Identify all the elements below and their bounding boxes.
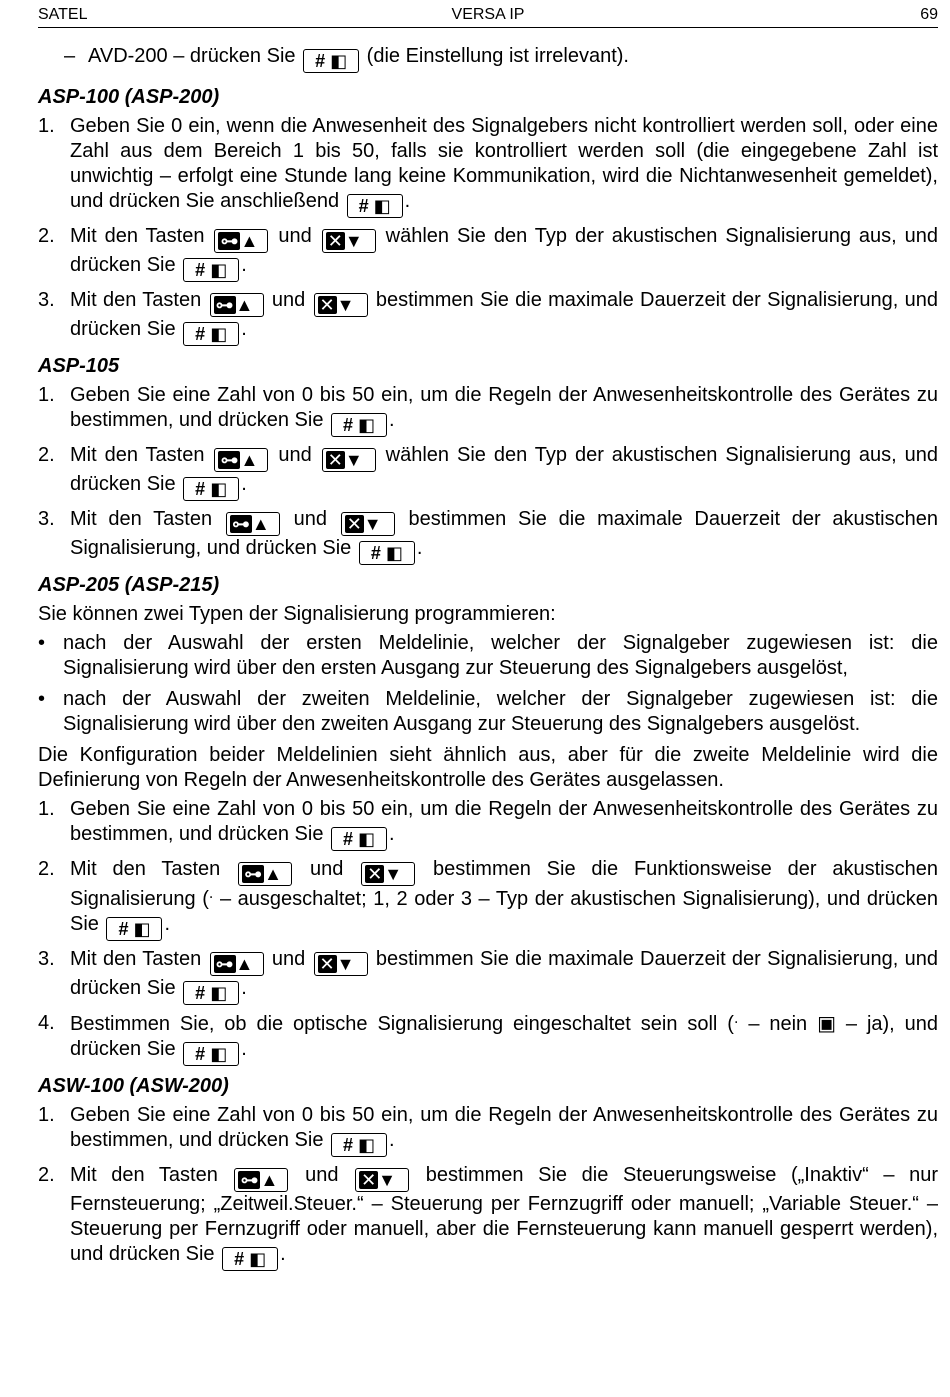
- key-up-icon: ⊶ ▲: [214, 229, 268, 253]
- key-down-icon: ✕ ▼: [322, 229, 376, 253]
- asp-100-steps: [38, 114, 938, 346]
- key-up-icon: ⊶ ▲: [210, 293, 264, 317]
- key-down-icon: ✕ ▼: [322, 448, 376, 472]
- bullet-marker: •: [38, 632, 46, 654]
- on-symbol-icon: ▣: [817, 1013, 836, 1035]
- hash-key-icon: # ◧: [303, 49, 359, 73]
- avd-text-post: (die Einstellung ist irrelevant).: [366, 45, 629, 67]
- hash-key-icon: # ◧: [331, 413, 387, 437]
- key-up-icon: ⊶ ▲: [226, 512, 280, 536]
- hash-key-icon: # ◧: [183, 981, 239, 1005]
- hash-key-icon: # ◧: [183, 258, 239, 282]
- key-down-icon: ✕ ▼: [314, 293, 368, 317]
- header-company: SATEL: [38, 6, 88, 23]
- step-item: 2. Mit den Tasten ⊶ ▲ und ✕ ▼ bestimmen Sie die Steuerungsweise („Inaktiv“ – nur Fernsteuerung; „Zeitweil.Steuer.“ – Steuerung per Fernzugriff oder manuell; „Variable Steuer.“ – Steuerung per Fernzugriff oder manuell, aber die Fernsteuerung kann manuell gesperrt werden), und drücken Sie # ◧ .: [38, 1164, 939, 1269]
- avd-200-item: [38, 44, 938, 73]
- hash-key-icon: # ◧: [183, 1042, 239, 1066]
- hash-key-icon: # ◧: [331, 1133, 387, 1157]
- step-item: 2. Mit den Tasten ⊶ ▲ und ✕ ▼ wählen Sie den Typ der akustischen Signalisierung aus, und drücken Sie # ◧ .: [38, 444, 939, 499]
- step-number: 3.: [38, 948, 55, 970]
- intro-text: Sie können zwei Typen der Signalisierung programmieren:: [38, 603, 556, 625]
- bullet-item: • nach der Auswahl der ersten Meldelinie, welcher der Signalgeber zugewiesen ist: die Signalisierung wird über den ersten Ausgang zur Steuerung des Signalgebers ausgelöst,: [38, 632, 938, 679]
- key-up-icon: ⊶ ▲: [214, 448, 268, 472]
- section-heading-asp-205: ASP-205 (ASP-215): [38, 574, 220, 596]
- section-heading-asp-105: ASP-105: [38, 355, 120, 377]
- asp-205-steps: [38, 797, 938, 1066]
- off-symbol-icon: ·: [733, 1015, 739, 1031]
- step-number: 1.: [38, 798, 55, 820]
- bullet-marker: •: [38, 688, 46, 710]
- step-number: 2.: [38, 858, 55, 880]
- key-down-icon: ✕ ▼: [341, 512, 395, 536]
- step-number: 2.: [38, 1164, 55, 1186]
- step-number: 2.: [38, 444, 55, 466]
- avd-text-pre: AVD-200 – drücken Sie: [88, 45, 296, 67]
- hash-key-icon: # ◧: [183, 322, 239, 346]
- bullet-list: [38, 631, 938, 737]
- step-item: 1. Geben Sie 0 ein, wenn die Anwesenheit des Signalgebers nicht kontrolliert werden soll, oder eine Zahl aus dem Bereich 1 bis 50, falls sie kontrolliert werden soll (die eingegebene Zahl ist unwichtig – erfolgt eine Stunde lang keine Kommunikation, wird die Nichtanwesenheit gemeldet), und drücken Sie anschließend # ◧ .: [38, 115, 938, 216]
- hash-key-icon: # ◧: [106, 917, 162, 941]
- off-symbol-icon: ·: [208, 890, 214, 906]
- paragraph: Die Konfiguration beider Meldelinien sieht ähnlich aus, aber für die zweite Meldelinie wird die Definierung von Regeln der Anwesenheitskontrolle des Gerätes ausgelassen.: [38, 744, 938, 791]
- section-heading-asp-100: ASP-100 (ASP-200): [38, 86, 220, 108]
- key-up-icon: ⊶ ▲: [210, 952, 264, 976]
- step-item: 1. Geben Sie eine Zahl von 0 bis 50 ein, um die Regeln der Anwesenheitskontrolle des Gerätes zu bestimmen, und drücken Sie # ◧ .: [38, 384, 938, 435]
- step-text: Geben Sie 0 ein, wenn die Anwesenheit des Signalgebers nicht kontrolliert werden soll, oder eine Zahl aus dem Bereich 1 bis 50, falls sie kontrolliert werden soll (die eingegebene Zahl ist unwichtig – erfolgt eine Stunde lang keine Kommunikation, wird die Nichtanwesenheit gemeldet), und drücken Sie anschließend: [70, 115, 938, 212]
- bullet-item: • nach der Auswahl der zweiten Meldelinie, welcher der Signalgeber zugewiesen ist: die Signalisierung wird über den zweiten Ausgang zur Steuerung des Signalgebers ausgelöst.: [38, 688, 938, 735]
- hash-key-icon: # ◧: [359, 541, 415, 565]
- step-number: 1.: [38, 1104, 55, 1126]
- step-item: 4. Bestimmen Sie, ob die optische Signalisierung eingeschaltet sein soll (· – nein ▣ – ja), und drücken Sie # ◧ .: [38, 1012, 939, 1064]
- step-number: 3.: [38, 289, 55, 311]
- step-item: 1. Geben Sie eine Zahl von 0 bis 50 ein, um die Regeln der Anwesenheitskontrolle des Gerätes zu bestimmen, und drücken Sie # ◧ .: [38, 798, 938, 849]
- step-number: 2.: [38, 225, 55, 247]
- section-heading-asw-100: ASW-100 (ASW-200): [38, 1075, 229, 1097]
- step-item: 2. Mit den Tasten ⊶ ▲ und ✕ ▼ wählen Sie den Typ der akustischen Signalisierung aus, und drücken Sie # ◧ .: [38, 225, 939, 280]
- step-number: 1.: [38, 115, 55, 137]
- step-item: 3. Mit den Tasten ⊶ ▲ und ✕ ▼ bestimmen Sie die maximale Dauerzeit der akustischen Signalisierung, und drücken Sie # ◧ .: [38, 508, 938, 563]
- step-number: 3.: [38, 508, 55, 530]
- document-body: [38, 44, 938, 1277]
- step-number: 1.: [38, 384, 55, 406]
- key-down-icon: ✕ ▼: [355, 1168, 409, 1192]
- hash-key-icon: # ◧: [222, 1247, 278, 1271]
- step-item: 1. Geben Sie eine Zahl von 0 bis 50 ein, um die Regeln der Anwesenheitskontrolle des Gerätes zu bestimmen, und drücken Sie # ◧ .: [38, 1104, 938, 1155]
- hash-key-icon: # ◧: [331, 827, 387, 851]
- hash-key-icon: # ◧: [183, 477, 239, 501]
- page-header: [38, 5, 938, 28]
- step-item: 2. Mit den Tasten ⊶ ▲ und ✕ ▼ bestimmen Sie die Funktionsweise der akustischen Signalisierung (· – ausgeschaltet; 1, 2 oder 3 – Typ der akustischen Signalisierung), und drücken Sie # ◧ .: [38, 858, 938, 939]
- dash-marker: –: [64, 45, 76, 67]
- key-down-icon: ✕ ▼: [314, 952, 368, 976]
- step-number: 4.: [38, 1012, 55, 1034]
- key-up-icon: ⊶ ▲: [234, 1168, 288, 1192]
- key-down-icon: ✕ ▼: [361, 862, 415, 886]
- key-up-icon: ⊶ ▲: [238, 862, 292, 886]
- header-product: VERSA IP: [451, 6, 525, 23]
- step-item: 3. Mit den Tasten ⊶ ▲ und ✕ ▼ bestimmen Sie die maximale Dauerzeit der Signalisierung, und drücken Sie # ◧ .: [38, 948, 938, 1003]
- step-item: 3. Mit den Tasten ⊶ ▲ und ✕ ▼ bestimmen Sie die maximale Dauerzeit der Signalisierung, und drücken Sie # ◧ .: [38, 289, 938, 344]
- page-number: 69: [920, 6, 938, 23]
- asp-105-steps: [38, 383, 938, 565]
- hash-key-icon: # ◧: [347, 194, 403, 218]
- asw-100-steps: [38, 1103, 938, 1271]
